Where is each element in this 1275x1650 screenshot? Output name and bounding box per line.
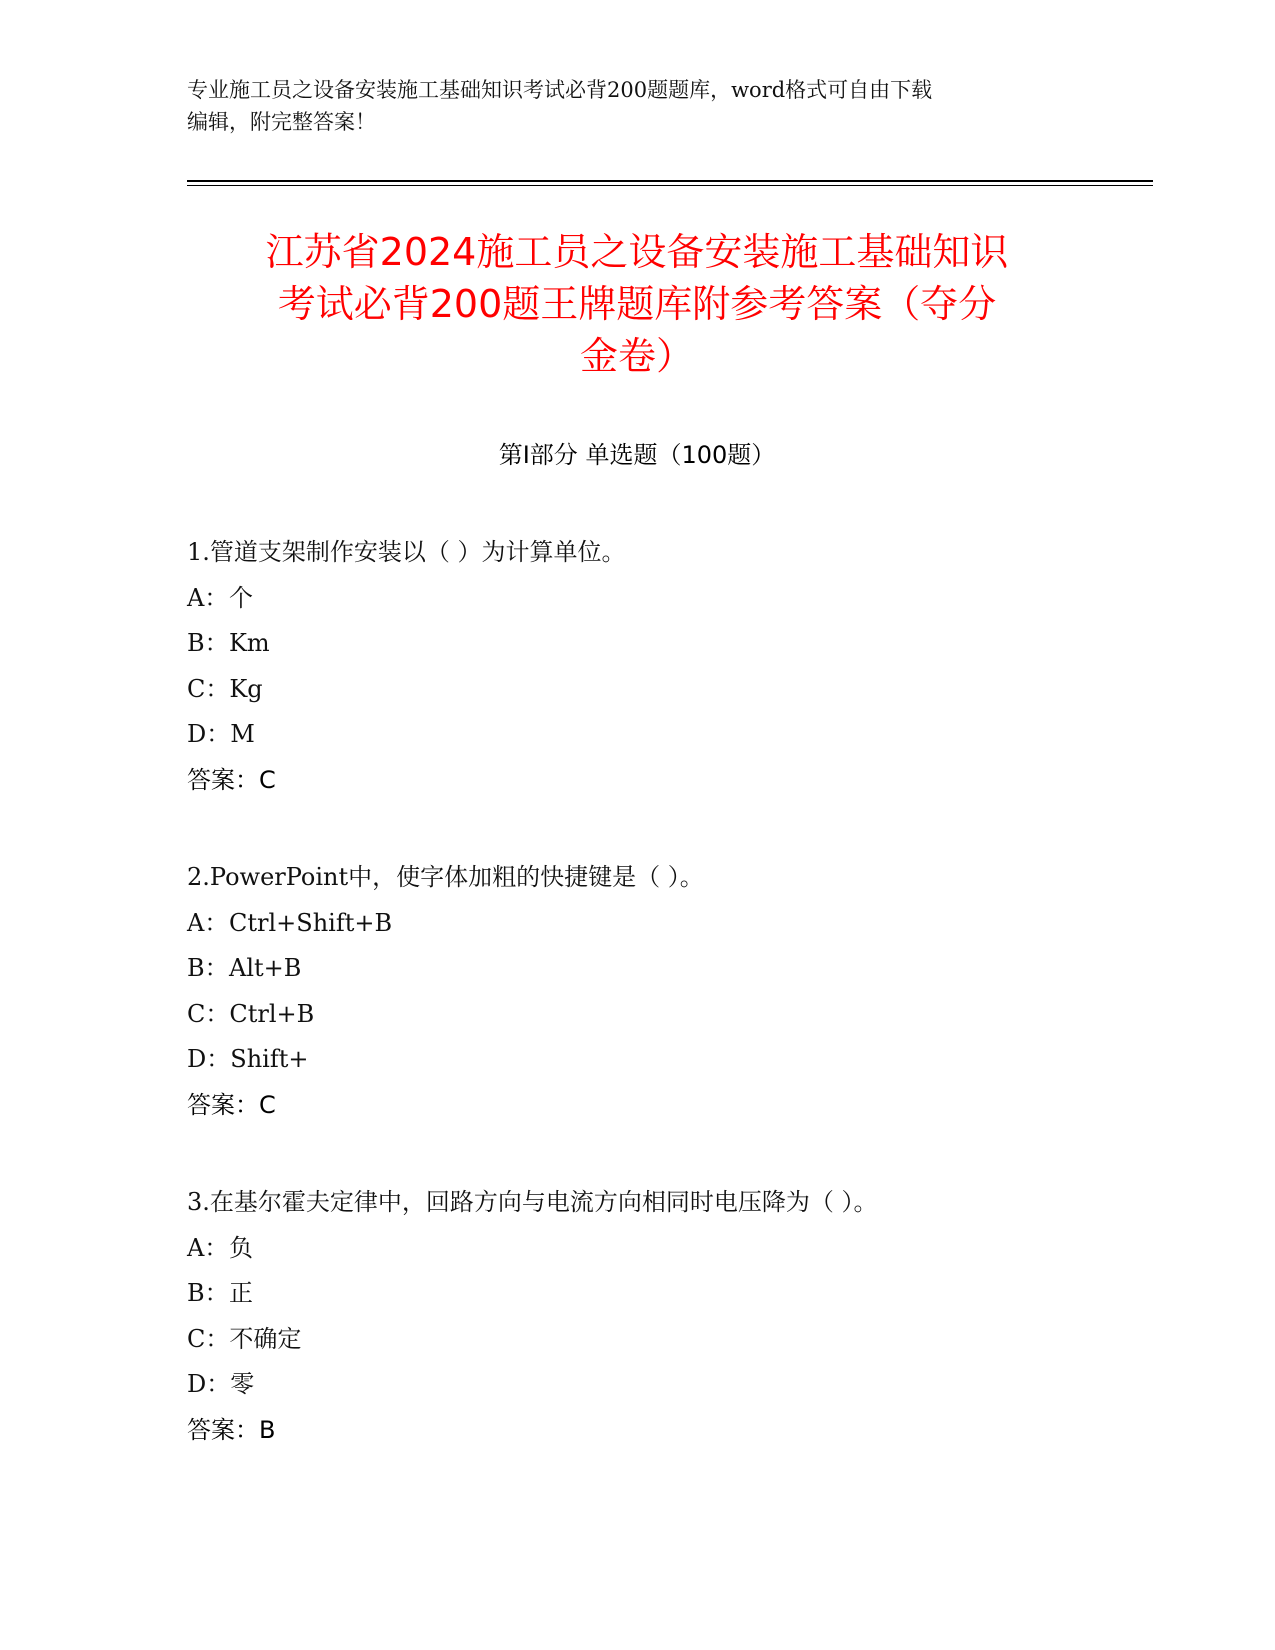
option-text: Shift+ — [230, 1045, 309, 1073]
option-letter: A： — [187, 583, 229, 612]
option-text: Kg — [229, 674, 263, 703]
question-stem: 3.在基尔霍夫定律中，回路方向与电流方向相同时电压降为（ ）。 — [187, 1188, 878, 1216]
answer-value: C — [259, 765, 276, 794]
option-letter: D： — [187, 720, 231, 748]
option-d — [187, 1037, 1147, 1083]
header-note — [187, 74, 1087, 138]
answer-line — [187, 758, 1147, 804]
option-c — [187, 667, 1147, 713]
option-text: 零 — [230, 1370, 255, 1398]
answer-prefix: 答案： — [187, 1090, 259, 1119]
header-divider-thin — [187, 185, 1153, 186]
option-letter: C： — [187, 999, 230, 1028]
option-a — [187, 901, 1147, 947]
option-text: 不确定 — [229, 1324, 302, 1353]
option-letter: B： — [187, 1279, 229, 1307]
option-text: Alt+B — [229, 954, 302, 982]
document-title-line-2: 考试必背200题王牌题库附参考答案（夺分 — [277, 282, 997, 326]
question-1 — [187, 530, 1147, 803]
answer-line — [187, 1083, 1147, 1129]
option-text: 个 — [229, 583, 253, 612]
option-d — [187, 712, 1147, 758]
question-2 — [187, 855, 1147, 1128]
option-a — [187, 1226, 1147, 1272]
option-letter: D： — [187, 1045, 231, 1073]
option-text: 负 — [229, 1233, 253, 1262]
option-text: Ctrl+B — [229, 999, 315, 1028]
option-letter: A： — [187, 908, 229, 937]
option-a — [187, 576, 1147, 622]
question-list — [187, 530, 1147, 1505]
question-stem: 2.PowerPoint中，使字体加粗的快捷键是（ ）。 — [187, 863, 704, 891]
document-title — [187, 226, 1087, 382]
document-title-line-1: 江苏省2024施工员之设备安装施工基础知识 — [265, 230, 1009, 274]
option-b — [187, 1271, 1147, 1317]
option-text: Km — [229, 629, 270, 657]
section-heading: 第I部分 单选题（100题） — [498, 441, 776, 469]
option-text: Ctrl+Shift+B — [229, 908, 393, 937]
answer-value: B — [259, 1415, 276, 1444]
document-title-line-3: 金卷） — [579, 334, 694, 378]
header-note-line-2: 编辑，附完整答案！ — [187, 110, 376, 134]
answer-prefix: 答案： — [187, 1415, 259, 1444]
option-text: 正 — [229, 1279, 253, 1307]
answer-prefix: 答案： — [187, 765, 259, 794]
option-letter: B： — [187, 629, 229, 657]
option-letter: C： — [187, 1324, 230, 1353]
option-c — [187, 992, 1147, 1038]
option-c — [187, 1317, 1147, 1363]
option-text: M — [230, 720, 255, 748]
question-3 — [187, 1180, 1147, 1453]
option-b — [187, 621, 1147, 667]
option-letter: A： — [187, 1233, 229, 1262]
header-divider-thick — [187, 180, 1153, 182]
header-note-line-1: 专业施工员之设备安装施工基础知识考试必背200题题库，word格式可自由下载 — [187, 78, 933, 102]
option-d — [187, 1362, 1147, 1408]
answer-line — [187, 1408, 1147, 1454]
question-stem: 1.管道支架制作安装以（ ）为计算单位。 — [187, 538, 626, 566]
option-letter: B： — [187, 954, 229, 982]
option-b — [187, 946, 1147, 992]
answer-value: C — [259, 1090, 276, 1119]
option-letter: C： — [187, 674, 230, 703]
option-letter: D： — [187, 1370, 231, 1398]
